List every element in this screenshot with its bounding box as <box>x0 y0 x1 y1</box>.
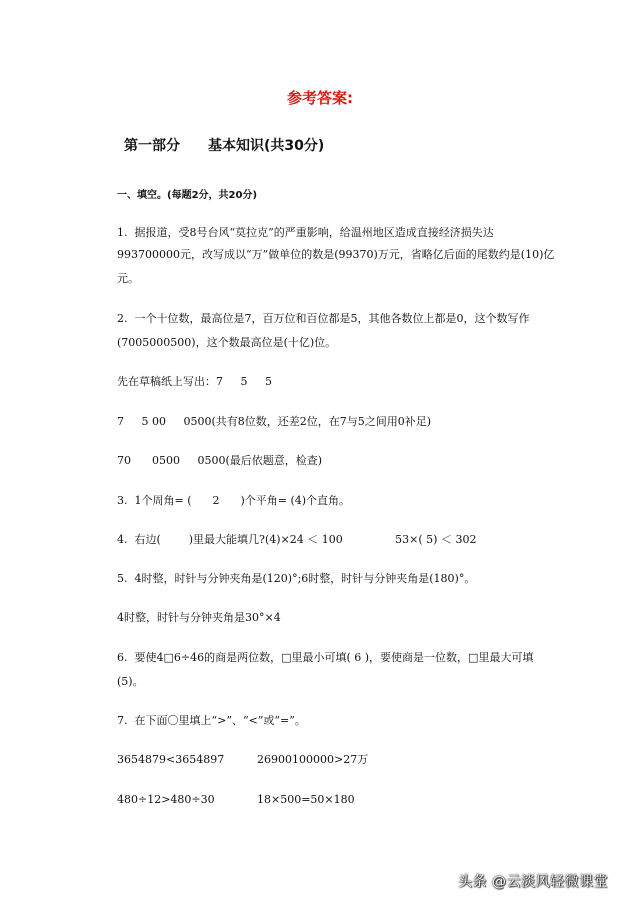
question-6-line-2: (5)。 <box>117 675 144 688</box>
watermark: 头条 @云淡风轻微课堂 <box>458 874 608 890</box>
question-1-line-1: 1. 据报道，受8号台风“莫拉克”的严重影响，给温州地区造成直接经济损失达 <box>117 226 494 239</box>
note-angle: 4时整，时针与分钟夹角是30°×4 <box>117 611 281 624</box>
question-7: 7. 在下面〇里填上“>”、“<”或“=”。 <box>117 714 306 727</box>
question-4: 4. 右边( )里最大能填几?(4)×24 ＜ 100 53×( 5) ＜ 302 <box>117 533 477 546</box>
question-2-line-1: 2. 一个十位数，最高位是7，百万位和百位都是5，其他各数位上都是0，这个数写作 <box>117 312 530 325</box>
note-draft: 先在草稿纸上写出：7 5 5 <box>117 375 272 388</box>
compare-row-1-right: 26900100000>27万 <box>257 753 369 766</box>
section-heading: 第一部分 基本知识(共30分) <box>124 138 325 154</box>
note-step-1: 7 5 00 0500(共有8位数，还差2位，在7与5之间用0补足) <box>117 415 432 428</box>
fill-blank-subheading: 一、填空。(每题2分，共20分) <box>117 190 258 201</box>
question-3: 3. 1个周角= ( 2 )个平角= (4)个直角。 <box>117 494 351 507</box>
question-1-line-2: 993700000元，改写成以“万”做单位的数是(99370)万元，省略亿后面的尾数约是(10)亿 <box>117 248 555 261</box>
compare-row-2-left: 480÷12>480÷30 <box>117 793 215 806</box>
compare-row-2-right: 18×500=50×180 <box>257 793 355 806</box>
question-1-line-3: 元。 <box>117 272 139 285</box>
note-step-2: 70 0500 0500(最后依题意，检查) <box>117 454 323 467</box>
question-6-line-1: 6. 要使4□6÷46的商是两位数，□里最小可填( 6 )，要使商是一位数，□里最大可填 <box>117 651 534 664</box>
compare-row-1-left: 3654879<3654897 <box>117 753 225 766</box>
answer-title: 参考答案: <box>287 89 353 107</box>
question-5: 5. 4时整，时针与分钟夹角是(120)°;6时整，时针与分钟夹角是(180)°。 <box>117 572 476 585</box>
question-2-line-2: (7005000500)，这个数最高位是(十亿)位。 <box>117 336 337 349</box>
